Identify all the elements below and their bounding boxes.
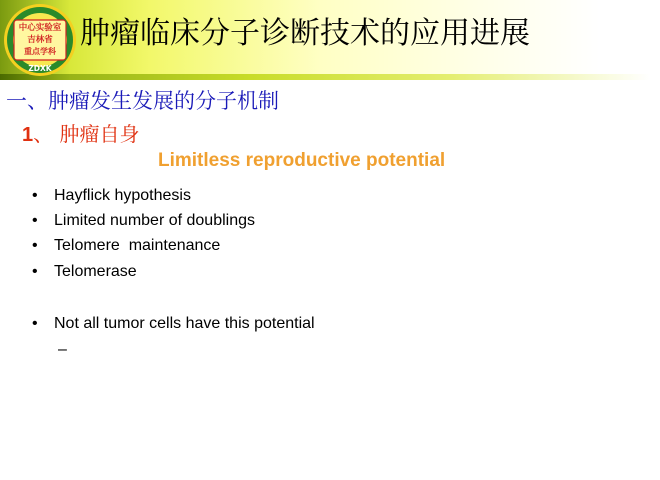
logo-line3: 重点学科 [24,47,56,56]
list-item [32,262,137,282]
bullet-text: Not all tumor cells have this potential [54,315,315,332]
header-underline [0,74,660,80]
department-logo [2,2,78,78]
logo-line1: 中心实验室 [18,23,62,33]
logo-line4: ZDXK [28,64,52,73]
section-heading: 一、肿瘤发生发展的分子机制 [6,89,279,113]
sub-list-item: – [58,341,67,358]
sub-title: Limitless reproductive potential [158,150,446,171]
slide-title: 肿瘤临床分子诊断技术的应用进展 [80,16,530,51]
bullet-text: Hayflick hypothesis [54,187,191,204]
sub-heading-text: 、 肿瘤自身 [33,122,140,146]
list-item [32,211,255,231]
list-item [32,186,191,206]
bullet-marker: • [32,315,38,332]
bullet-text: Limited number of doublings [54,212,256,229]
bullet-text: Telomerase [54,263,137,280]
logo-line2: 吉林省 [27,35,53,45]
sub-heading-number: 1 [22,124,34,146]
bullet-marker: • [32,263,38,280]
bullet-marker: • [32,212,38,229]
bullet-marker: • [32,187,38,204]
list-item [32,236,220,256]
sub-heading [22,120,139,149]
bullet-text: Telomere maintenance [54,237,221,254]
list-item [32,314,315,334]
bullet-marker: • [32,237,38,254]
